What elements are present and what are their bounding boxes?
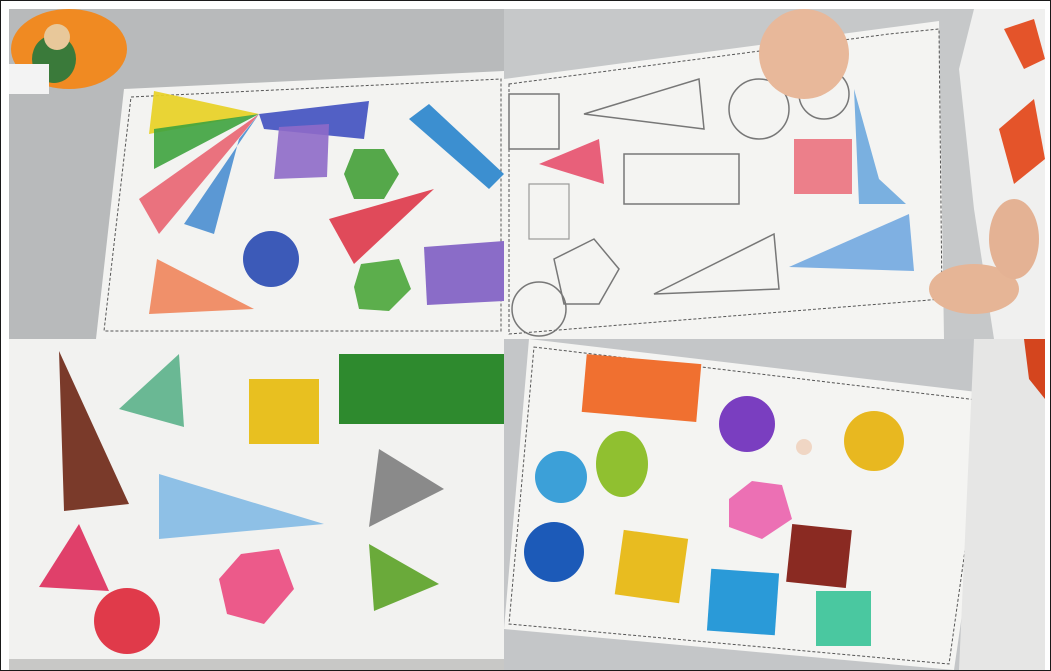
panel-bottom-left bbox=[9, 339, 504, 670]
worksheet-colored-shapes bbox=[9, 9, 504, 339]
worksheet-colored-shapes-tilted bbox=[504, 339, 1045, 670]
panel-bottom-right bbox=[504, 339, 1045, 670]
panel-top-right bbox=[504, 9, 1045, 339]
panel-top-left bbox=[9, 9, 504, 339]
worksheet-colored-shapes-closeup bbox=[9, 339, 504, 670]
worksheet-outline-shapes bbox=[504, 9, 1045, 339]
